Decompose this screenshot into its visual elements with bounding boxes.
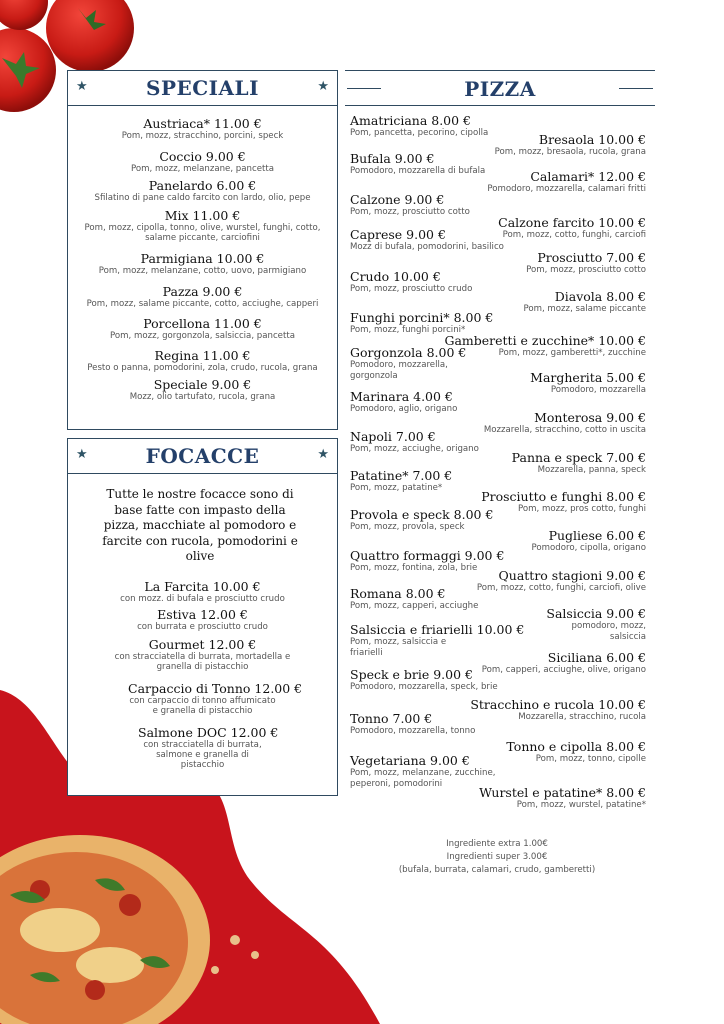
item-desc: Mozz, olio tartufato, rucola, grana xyxy=(129,392,276,402)
item-name: Parmigiana 10.00 € xyxy=(140,251,265,266)
pizza-item xyxy=(350,227,504,253)
star-icon: ★ xyxy=(76,79,88,94)
pizza-item xyxy=(506,739,646,765)
speciali-item xyxy=(68,284,337,309)
item-desc: Pom, mozz, salsiccia e friarielli xyxy=(350,637,447,658)
item-desc: Pom, mozz, cipolla, tonno, olive, wurstel, funghi, cotto, salame piccante, carciofini xyxy=(84,223,321,243)
speciali-item xyxy=(68,377,337,402)
item-desc: Pom, mozz, prosciutto crudo xyxy=(350,284,473,294)
item-desc: Mozzarella, panna, speck xyxy=(537,465,646,475)
item-desc: Pomodoro, mozzarella, calamari fritti xyxy=(487,184,646,194)
star-icon: ★ xyxy=(317,79,329,94)
item-name: Bufala 9.00 € xyxy=(350,151,435,166)
pizza-item xyxy=(481,489,646,515)
focacce-item xyxy=(68,681,337,716)
speciali-item xyxy=(68,316,337,341)
item-desc: Pom, mozz, pros cotto, funghi xyxy=(518,504,646,514)
item-desc: Pom, mozz, gamberetti*, zucchine xyxy=(498,348,646,358)
item-name: Prosciutto e funghi 8.00 € xyxy=(481,489,646,504)
pizza-item xyxy=(487,169,646,195)
focacce-intro: Tutte le nostre focacce sono di base fatte con impasto della pizza, macchiate al pomodoro e farcite con rucola, pomodorini e olive xyxy=(102,487,298,564)
item-name: Crudo 10.00 € xyxy=(350,269,441,284)
item-desc: Pomodoro, mozzarella, speck, brie xyxy=(350,682,498,692)
pizza-item xyxy=(350,586,478,612)
item-name: Amatriciana 8.00 € xyxy=(350,113,472,128)
item-desc: Pom, mozz, bresaola, rucola, grana xyxy=(494,147,646,157)
item-desc: Pom, mozz, prosciutto cotto xyxy=(526,265,646,275)
speciali-title: SPECIALI xyxy=(146,76,259,100)
focacce-header xyxy=(68,439,337,474)
item-desc: Pom, mozz, provola, speck xyxy=(350,522,465,532)
pizza-item xyxy=(350,389,457,415)
speciali-item xyxy=(68,208,337,243)
pizza-item xyxy=(350,113,488,139)
item-desc: con mozz. di bufala e prosciutto crudo xyxy=(120,594,285,604)
item-name: Speck e brie 9.00 € xyxy=(350,667,473,682)
pizza-item xyxy=(350,269,472,295)
item-name: Caprese 9.00 € xyxy=(350,227,446,242)
item-desc: Pom, mozz, fontina, zola, brie xyxy=(350,563,478,573)
item-desc: Pom, mozz, stracchino, porcini, speck xyxy=(121,131,284,141)
item-name: Salsiccia e friarielli 10.00 € xyxy=(350,622,525,637)
star-icon: ★ xyxy=(76,447,88,462)
item-name: Marinara 4.00 € xyxy=(350,389,453,404)
pizza-item xyxy=(532,528,646,554)
item-name: Coccio 9.00 € xyxy=(159,149,246,164)
focacce-title: FOCACCE xyxy=(145,444,260,468)
speciali-item xyxy=(68,251,337,276)
pizza-item xyxy=(350,622,525,659)
pizza-item xyxy=(470,697,646,723)
item-name: Salmone DOC 12.00 € xyxy=(138,725,279,740)
item-desc: Pom, mozz, funghi porcini* xyxy=(350,325,466,335)
speciali-item xyxy=(68,149,337,174)
item-desc: Pom, mozz, salame piccante xyxy=(523,304,646,314)
item-name: Salsiccia 9.00 € xyxy=(546,606,646,621)
item-desc: Pom, mozz, melanzane, zucchine, peperoni, pomodorini xyxy=(350,768,496,789)
item-desc: Mozzarella, stracchino, cotto in uscita xyxy=(483,425,646,435)
pizza-item xyxy=(479,785,646,811)
pizza-item xyxy=(498,215,646,241)
speciali-item xyxy=(68,348,337,373)
pizza-item xyxy=(350,711,475,737)
pizza-item xyxy=(444,333,646,359)
item-desc: con carpaccio di tonno affumicato e granella di pistacchio xyxy=(129,696,276,716)
item-desc: Pom, mozz, melanzane, pancetta xyxy=(130,164,274,174)
extra-line: Ingredienti super 3.00€ xyxy=(446,852,548,862)
item-desc: Pom, capperi, acciughe, olive, origano xyxy=(481,665,646,675)
item-name: Quattro stagioni 9.00 € xyxy=(498,568,646,583)
item-desc: Pom, pancetta, pecorino, cipolla xyxy=(350,128,489,138)
extras-note xyxy=(392,838,602,877)
speciali-item xyxy=(68,178,337,203)
focacce-item xyxy=(68,607,337,632)
pizza-item xyxy=(350,507,493,533)
pizza-item xyxy=(350,429,479,455)
rule-top xyxy=(345,70,655,71)
item-name: La Farcita 10.00 € xyxy=(144,579,261,594)
pizza-item xyxy=(482,650,646,676)
item-desc: Pesto o panna, pomodorini, zola, crudo, rucola, grana xyxy=(87,363,318,373)
item-name: Prosciutto 7.00 € xyxy=(537,250,646,265)
focacce-item xyxy=(68,725,337,770)
item-name: Patatine* 7.00 € xyxy=(350,468,453,483)
item-name: Vegetariana 9.00 € xyxy=(350,753,470,768)
item-desc: pomodoro, mozz, salsiccia xyxy=(571,621,646,642)
pizza-item xyxy=(484,410,646,436)
pizza-title: PIZZA xyxy=(464,77,536,101)
item-name: Stracchino e rucola 10.00 € xyxy=(470,697,646,712)
item-name: Speciale 9.00 € xyxy=(153,377,252,392)
pizza-item xyxy=(350,151,485,177)
item-desc: Pomodoro, mozzarella xyxy=(550,385,646,395)
star-icon: ★ xyxy=(317,447,329,462)
pizza-item xyxy=(523,289,646,315)
item-desc: Pom, mozz, prosciutto cotto xyxy=(350,207,470,217)
item-name: Porcellona 11.00 € xyxy=(143,316,262,331)
pizza-item xyxy=(350,468,452,494)
item-desc: Sfilatino di pane caldo farcito con lardo, olio, pepe xyxy=(94,193,311,203)
item-name: Calzone farcito 10.00 € xyxy=(498,215,646,230)
item-desc: Pom, mozz, tonno, cipolle xyxy=(535,754,646,764)
item-name: Diavola 8.00 € xyxy=(554,289,646,304)
item-name: Monterosa 9.00 € xyxy=(534,410,646,425)
item-name: Gourmet 12.00 € xyxy=(148,637,257,652)
item-name: Margherita 5.00 € xyxy=(530,370,646,385)
speciali-header xyxy=(68,71,337,106)
item-desc: con stracciatella di burrata, salmone e granella di pistacchio xyxy=(143,740,262,770)
item-desc: con stracciatella di burrata, mortadella e granella di pistacchio xyxy=(114,652,291,672)
item-desc: con burrata e prosciutto crudo xyxy=(137,622,268,632)
item-name: Tonno 7.00 € xyxy=(350,711,433,726)
focacce-item xyxy=(68,579,337,604)
pizza-item xyxy=(495,132,646,158)
item-name: Regina 11.00 € xyxy=(154,348,251,363)
item-desc: Pom, mozz, capperi, acciughe xyxy=(350,601,479,611)
item-name: Pazza 9.00 € xyxy=(162,284,243,299)
item-name: Wurstel e patatine* 8.00 € xyxy=(479,785,646,800)
speciali-section xyxy=(67,70,338,430)
item-desc: Pom, mozz, cotto, funghi, carciofi xyxy=(502,230,646,240)
item-name: Siciliana 6.00 € xyxy=(547,650,646,665)
item-desc: Pomodoro, cipolla, origano xyxy=(531,543,646,553)
extra-line: Ingrediente extra 1.00€ xyxy=(446,839,548,849)
pizza-item xyxy=(350,192,470,218)
item-desc: Pom, mozz, cotto, funghi, carciofi, olive xyxy=(476,583,646,593)
pizza-item xyxy=(512,450,646,476)
item-name: Austriaca* 11.00 € xyxy=(143,116,262,131)
item-desc: Pom, mozz, gorgonzola, salsiccia, pancetta xyxy=(110,331,295,341)
item-name: Calamari* 12.00 € xyxy=(530,169,646,184)
item-desc: Pomodoro, mozzarella, gorgonzola xyxy=(350,360,448,381)
extra-line: (bufala, burrata, calamari, crudo, gamberetti) xyxy=(398,865,596,875)
item-desc: Pom, mozz, wurstel, patatine* xyxy=(516,800,646,810)
item-name: Provola e speck 8.00 € xyxy=(350,507,494,522)
item-name: Gorgonzola 8.00 € xyxy=(350,345,467,360)
item-desc: Pom, mozz, salame piccante, cotto, acciughe, capperi xyxy=(86,299,319,309)
pizza-item xyxy=(530,370,646,396)
item-desc: Mozzarella, stracchino, rucola xyxy=(518,712,646,722)
item-name: Panelardo 6.00 € xyxy=(148,178,257,193)
rule-bottom xyxy=(345,105,655,106)
item-name: Bresaola 10.00 € xyxy=(538,132,646,147)
item-desc: Pomodoro, aglio, origano xyxy=(350,404,458,414)
item-name: Mix 11.00 € xyxy=(164,208,241,223)
item-name: Panna e speck 7.00 € xyxy=(511,450,646,465)
item-name: Pugliese 6.00 € xyxy=(548,528,646,543)
item-name: Carpaccio di Tonno 12.00 € xyxy=(128,681,303,696)
item-desc: Pom, mozz, patatine* xyxy=(350,483,443,493)
pizza-header xyxy=(345,70,655,106)
item-name: Quattro formaggi 9.00 € xyxy=(350,548,505,563)
item-name: Napoli 7.00 € xyxy=(350,429,436,444)
speciali-item xyxy=(68,116,337,141)
item-desc: Pomodoro, mozzarella, tonno xyxy=(350,726,476,736)
pizza-item xyxy=(526,250,646,276)
item-desc: Pom, mozz, melanzane, cotto, uovo, parmigiano xyxy=(98,266,307,276)
item-desc: Mozz di bufala, pomodorini, basilico xyxy=(350,242,504,252)
item-name: Gamberetti e zucchine* 10.00 € xyxy=(444,333,646,348)
pizza-item xyxy=(477,568,646,594)
item-name: Tonno e cipolla 8.00 € xyxy=(506,739,646,754)
focacce-item xyxy=(68,637,337,672)
pizza-item xyxy=(536,606,646,643)
pizza-item xyxy=(350,667,498,693)
item-desc: Pomodoro, mozzarella di bufala xyxy=(350,166,486,176)
item-name: Funghi porcini* 8.00 € xyxy=(350,310,494,325)
item-name: Calzone 9.00 € xyxy=(350,192,445,207)
item-name: Romana 8.00 € xyxy=(350,586,446,601)
item-desc: Pom, mozz, acciughe, origano xyxy=(350,444,479,454)
item-name: Estiva 12.00 € xyxy=(157,607,248,622)
